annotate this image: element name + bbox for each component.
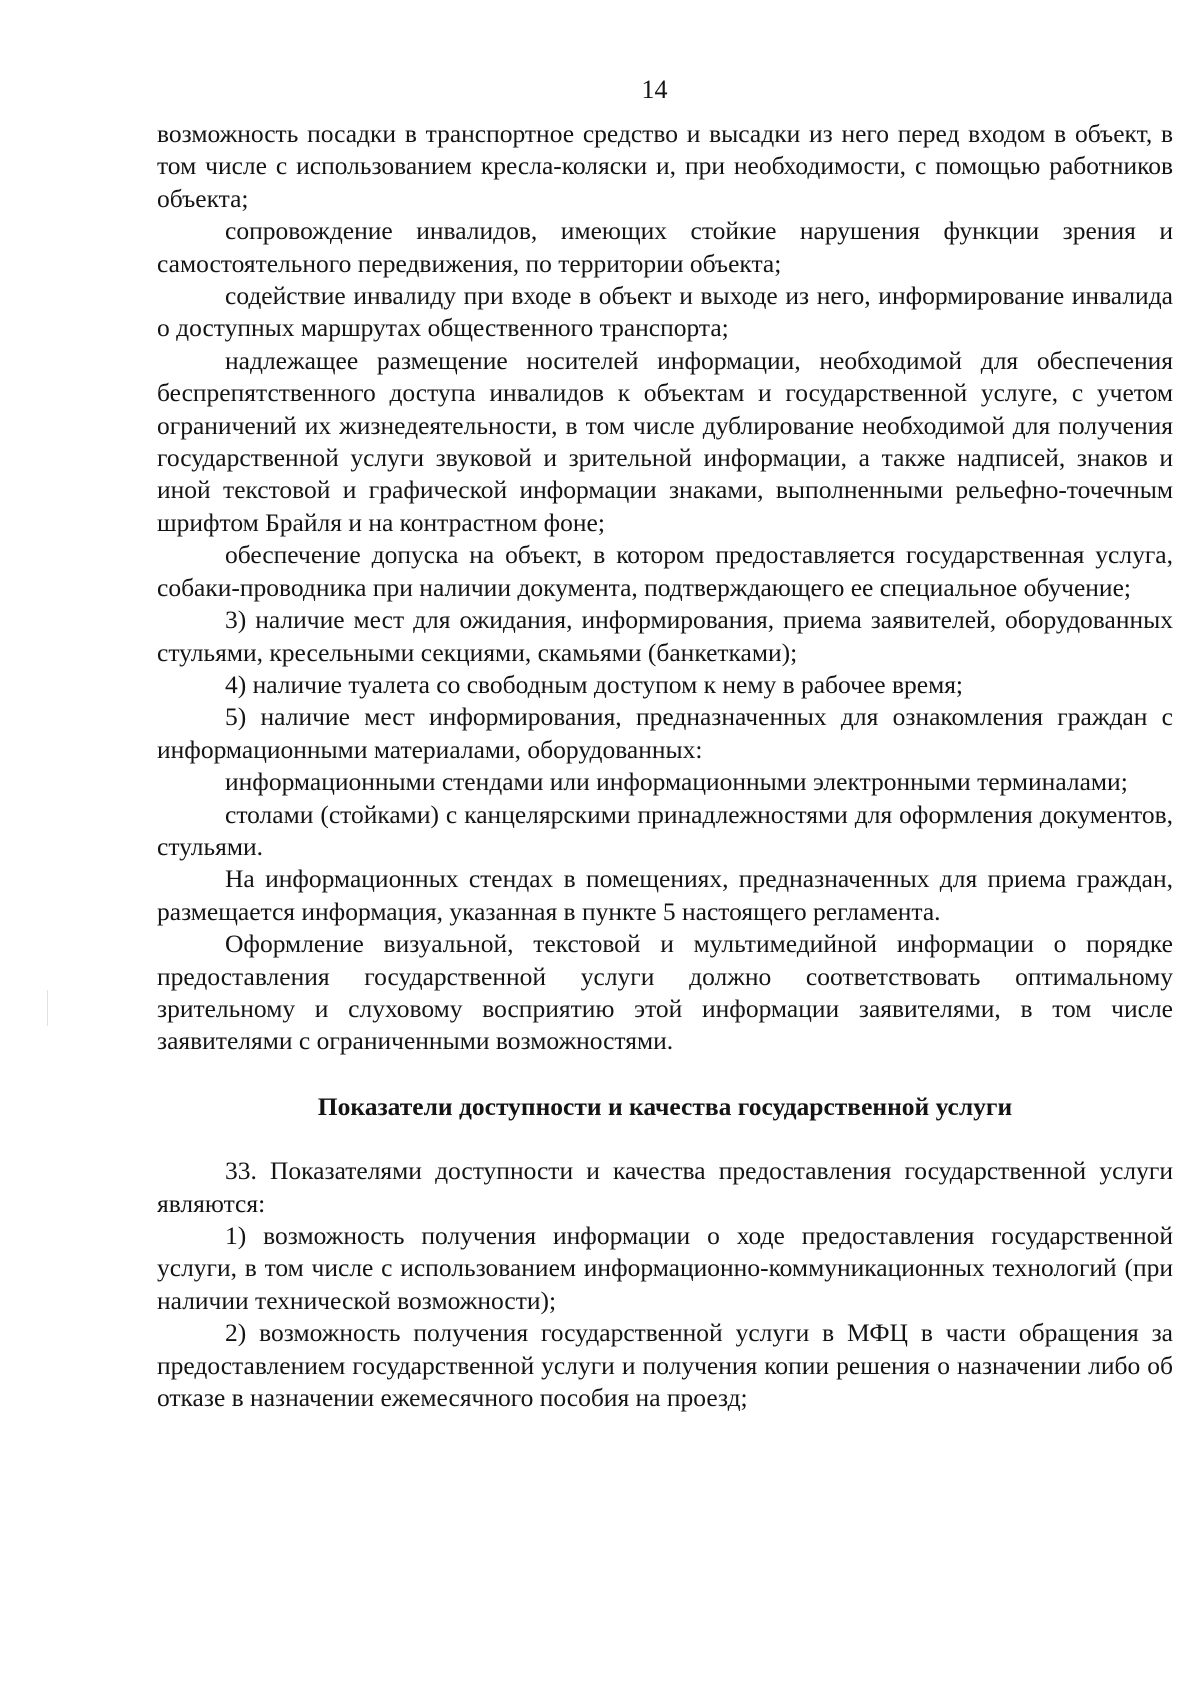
scan-margin-mark [47, 990, 48, 1026]
list-item-paragraph: 4) наличие туалета со свободным доступом к нему в рабочее время; [225, 669, 964, 699]
list-item-paragraph: 5) наличие мест информирования, предназначенных для ознакомления граждан с информационными материалами, оборудованных: [157, 702, 1173, 764]
paragraph: столами (стойками) с канцелярскими принадлежностями для оформления документов, стульями. [157, 799, 1173, 861]
list-item-paragraph: 2) возможность получения государственной услуги в МФЦ в части обращения за предоставлением государственной услуги и получения копии решения о назначении либо об отказе в назначении ежемесячного пособия на проезд; [157, 1318, 1173, 1413]
paragraph: Оформление визуальной, текстовой и мультимедийной информации о порядке предоставления государственной услуги должно соответствовать оптимальному зрительному и слуховому восприятию этой информации заявителями, в том числе заявителями с ограниченными возможностями. [157, 929, 1173, 1056]
paragraph: обеспечение допуска на объект, в котором предоставляется государственная услуга, собаки-проводника при наличии документа, подтверждающего ее специальное обучение; [157, 540, 1173, 602]
section-heading: Показатели доступности и качества государственной услуги [317, 1091, 1013, 1121]
paragraph: возможность посадки в транспортное средство и высадки из него перед входом в объект, в том числе с использованием кресла-коляски и, при необходимости, с помощью работников объекта; [157, 119, 1173, 213]
page-number: 14 [641, 75, 668, 104]
clause-paragraph: 33. Показателями доступности и качества предоставления государственной услуги являются: [157, 1156, 1173, 1218]
document-body [157, 118, 1173, 1414]
paragraph: надлежащее размещение носителей информации, необходимой для обеспечения беспрепятственного доступа инвалидов к объектам и государственной услуге, с учетом ограничений их жизнедеятельности, в том числе дублирование необходимой для получения государственной услуги звуковой и зрительной информации, а также надписей, знаков и иной текстовой и графической информации знаками, выполненными рельефно-точечным шрифтом Брайля и на контрастном фоне; [157, 345, 1173, 537]
list-item-paragraph: 1) возможность получения информации о ходе предоставления государственной услуги, в том числе с использованием информационно-коммуникационных технологий (при наличии технической возможности); [157, 1221, 1173, 1315]
paragraph: информационными стендами или информационными электронными терминалами; [225, 767, 1128, 797]
paragraph: На информационных стендах в помещениях, предназначенных для приема граждан, размещается информация, указанная в пункте 5 настоящего регламента. [157, 864, 1173, 926]
list-item-paragraph: 3) наличие мест для ожидания, информирования, приема заявителей, оборудованных стульями, кресельными секциями, скамьями (банкетками); [157, 605, 1173, 667]
paragraph: содействие инвалиду при входе в объект и выходе из него, информирование инвалида о доступных маршрутах общественного транспорта; [157, 281, 1173, 343]
paragraph: сопровождение инвалидов, имеющих стойкие нарушения функции зрения и самостоятельного передвижения, по территории объекта; [157, 216, 1173, 278]
